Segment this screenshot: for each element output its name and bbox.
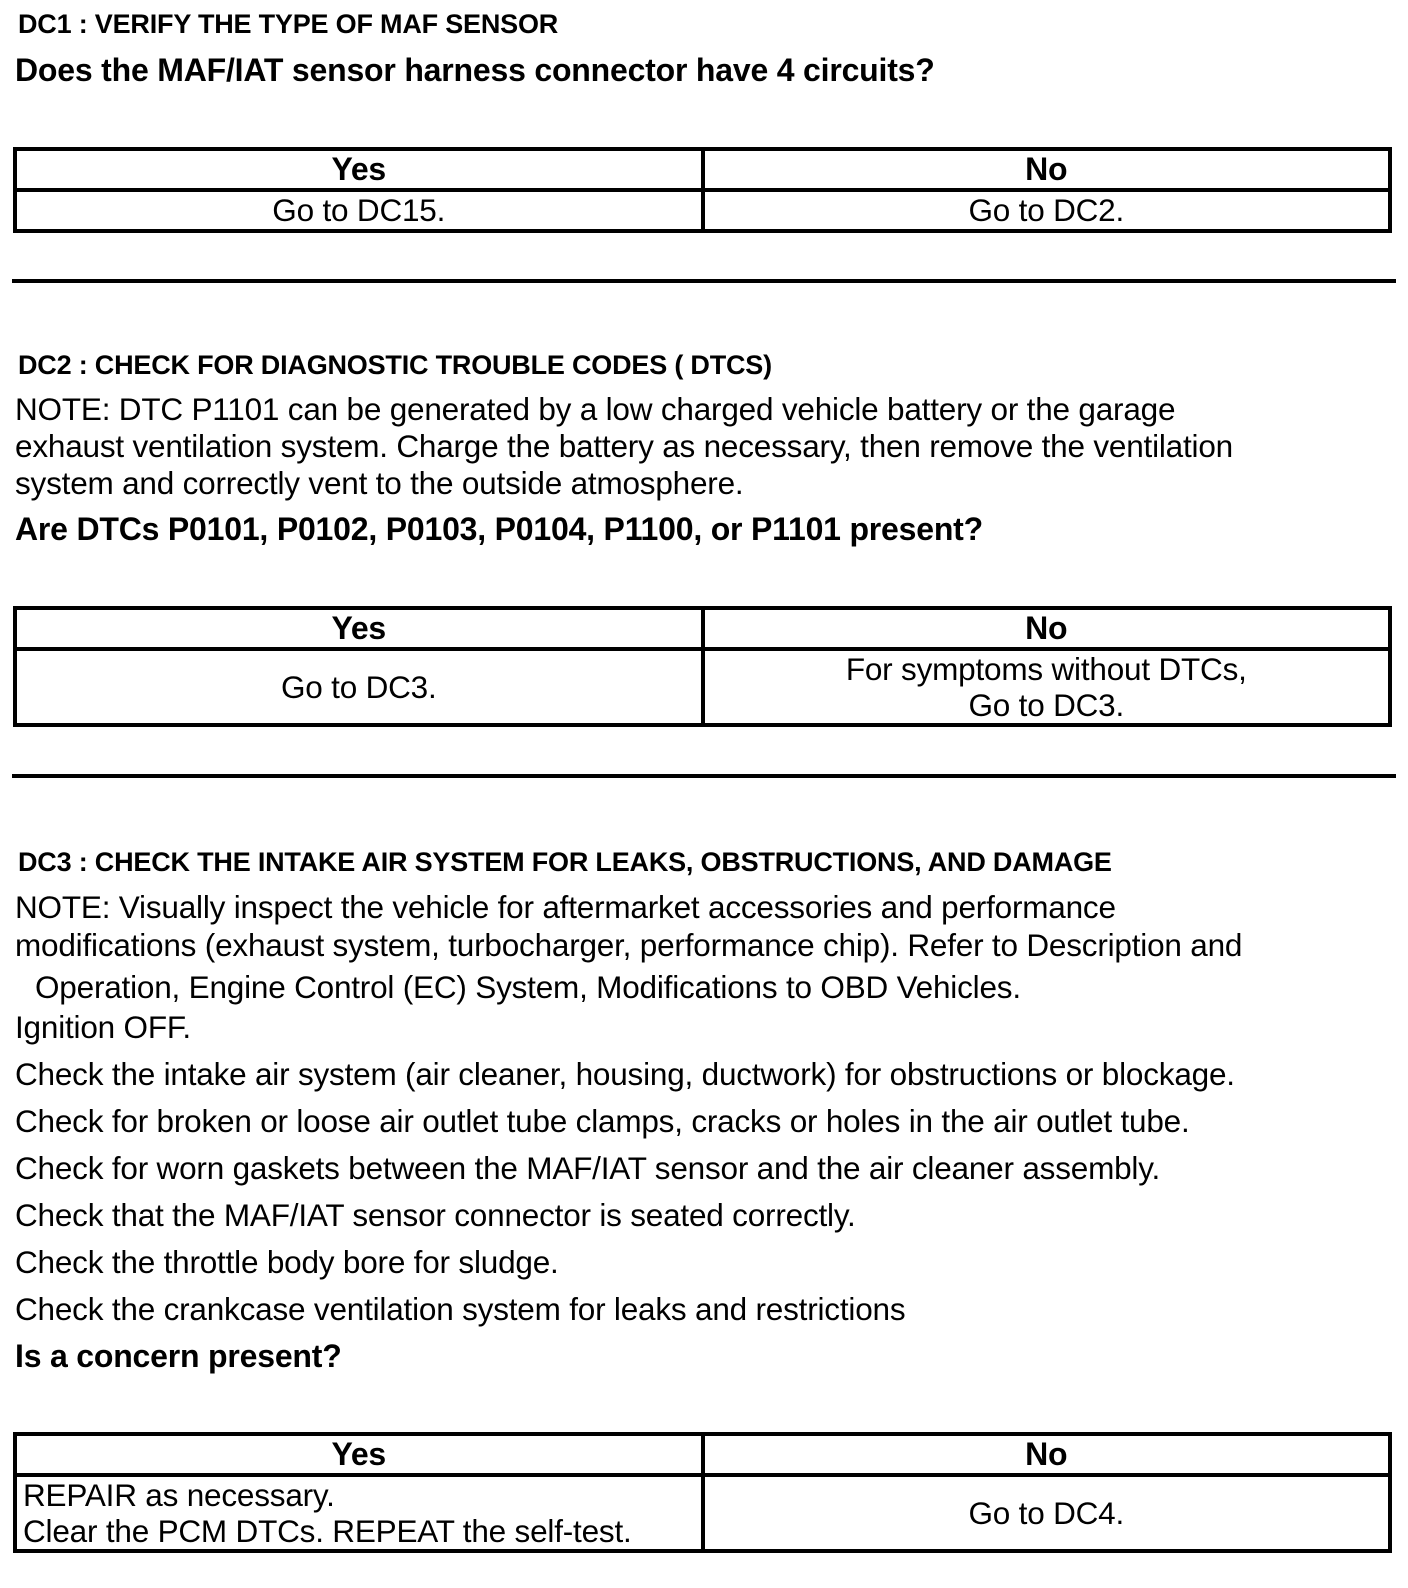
dc3-yes-header: Yes <box>15 1434 703 1475</box>
dc3-note-line: Operation, Engine Control (EC) System, Modifications to OBD Vehicles. <box>35 969 1021 1005</box>
dc3-heading: DC3 : CHECK THE INTAKE AIR SYSTEM FOR LEAKS, OBSTRUCTIONS, AND DAMAGE <box>18 847 1112 877</box>
dc2-question: Are DTCs P0101, P0102, P0103, P0104, P1100, or P1101 present? <box>15 511 983 547</box>
dc3-question: Is a concern present? <box>15 1338 342 1374</box>
dc2-note-line: exhaust ventilation system. Charge the battery as necessary, then remove the ventilation <box>15 428 1233 464</box>
dc3-step: Check that the MAF/IAT sensor connector is seated correctly. <box>15 1197 856 1233</box>
dc3-step: Check the throttle body bore for sludge. <box>15 1244 559 1280</box>
divider-1 <box>12 279 1396 283</box>
dc2-no-header: No <box>703 608 1391 649</box>
dc3-yes-line: REPAIR as necessary. <box>23 1477 335 1513</box>
dc2-no-line: For symptoms without DTCs, <box>845 651 1247 687</box>
dc3-note-line: NOTE: Visually inspect the vehicle for aftermarket accessories and performance <box>15 889 1116 925</box>
dc3-step: Check for broken or loose air outlet tube clamps, cracks or holes in the air outlet tube. <box>15 1103 1190 1139</box>
dc3-yes-line: Clear the PCM DTCs. REPEAT the self-test. <box>23 1513 632 1549</box>
dc3-note <box>15 888 1242 1006</box>
dc2-note-line: NOTE: DTC P1101 can be generated by a low charged vehicle battery or the garage <box>15 391 1176 427</box>
dc3-no-cell: Go to DC4. <box>703 1475 1391 1551</box>
divider-2 <box>12 774 1396 778</box>
dc2-table <box>13 606 1392 727</box>
dc1-yes-cell: Go to DC15. <box>15 190 703 231</box>
dc2-no-cell <box>703 649 1391 725</box>
dc2-no-line: Go to DC3. <box>968 687 1125 723</box>
dc1-table <box>13 147 1392 233</box>
dc3-step: Ignition OFF. <box>15 1009 191 1045</box>
dc2-heading: DC2 : CHECK FOR DIAGNOSTIC TROUBLE CODES ( DTCS) <box>18 350 772 380</box>
dc3-step: Check the intake air system (air cleaner, housing, ductwork) for obstructions or blockage. <box>15 1056 1235 1092</box>
dc2-note <box>15 391 1233 502</box>
dc3-step: Check the crankcase ventilation system for leaks and restrictions <box>15 1291 906 1327</box>
dc3-table <box>13 1432 1392 1553</box>
dc2-yes-header: Yes <box>15 608 703 649</box>
dc1-heading: DC1 : VERIFY THE TYPE OF MAF SENSOR <box>18 9 559 39</box>
dc3-yes-cell <box>15 1475 703 1551</box>
dc1-yes-header: Yes <box>15 149 703 190</box>
dc1-question: Does the MAF/IAT sensor harness connector have 4 circuits? <box>15 52 935 88</box>
dc1-no-cell: Go to DC2. <box>703 190 1391 231</box>
dc3-no-header: No <box>703 1434 1391 1475</box>
dc3-step: Check for worn gaskets between the MAF/IAT sensor and the air cleaner assembly. <box>15 1150 1160 1186</box>
dc1-no-header: No <box>703 149 1391 190</box>
dc2-yes-cell: Go to DC3. <box>15 649 703 725</box>
dc3-note-line: modifications (exhaust system, turbocharger, performance chip). Refer to Description and <box>15 927 1243 963</box>
dc2-note-line: system and correctly vent to the outside atmosphere. <box>15 465 744 501</box>
